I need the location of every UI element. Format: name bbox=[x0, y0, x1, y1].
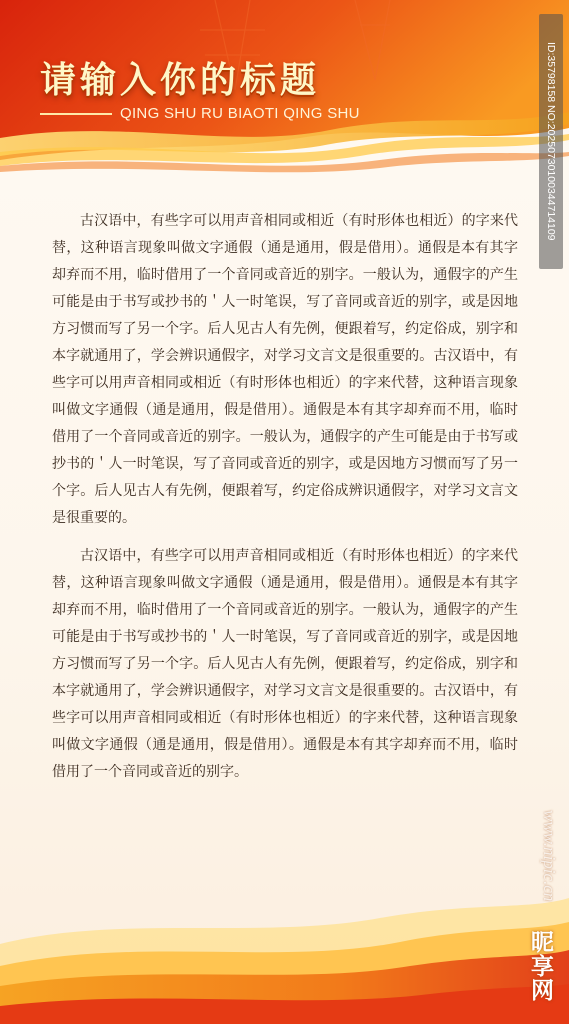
body-text bbox=[52, 208, 518, 797]
watermark-logo: 昵享网 bbox=[527, 930, 553, 1002]
page-subtitle: QING SHU RU BIAOTI QING SHU bbox=[120, 105, 360, 122]
paragraph: 古汉语中，有些字可以用声音相同或相近（有时形体也相近）的字来代替，这种语言现象叫做文字通假（通是通用，假是借用）。通假是本有其字却弃而不用，临时借用了一个音同或音近的别字。一般认为，通假字的产生可能是由于书写或抄书的＇人一时笔误，写了音同或音近的别字，或是因地方习惯而写了另一个字。后人见古人有先例，便跟着写，约定俗成，别字和本字就通用了，学会辨识通假字，对学习文言文是很重要的。古汉语中，有些字可以用声音相同或相近（有时形体也相近）的字来代替，这种语言现象叫做文字通假（通是通用，假是借用）。通假是本有其字却弃而不用，临时借用了一个音同或音近的别字。 bbox=[52, 548, 518, 780]
subtitle-divider bbox=[40, 113, 112, 115]
watermark-id-text: ID:35798158 NO:20250730100344714109 bbox=[545, 42, 557, 241]
watermark-url: www.nipic.cn bbox=[540, 810, 559, 902]
page-title: 请输入你的标题 bbox=[40, 60, 321, 101]
paragraph: 古汉语中，有些字可以用声音相同或相近（有时形体也相近）的字来代替，这种语言现象叫做文字通假（通是通用，假是借用）。通假是本有其字却弃而不用，临时借用了一个音同或音近的别字。一般认为，通假字的产生可能是由于书写或抄书的＇人一时笔误，写了音同或音近的别字，或是因地方习惯而写了另一个字。后人见古人有先例，便跟着写，约定俗成，别字和本字就通用了，学会辨识通假字，对学习文言文是很重要的。古汉语中，有些字可以用声音相同或相近（有时形体也相近）的字来代替，这种语言现象叫做文字通假（通是通用，假是借用）。通假是本有其字却弃而不用，临时借用了一个音同或音近的别字。一般认为，通假字的产生可能是由于书写或抄书的＇人一时笔误，写了音同或音近的别字，或是因地方习惯而写了另一个字。后人见古人有先例，便跟着写，约定俗成辨识通假字，对学习文言文是很重要的。 bbox=[52, 213, 518, 526]
watermark-id-strip bbox=[539, 14, 563, 269]
footer-wave bbox=[0, 874, 569, 1024]
subtitle-row bbox=[40, 105, 360, 122]
